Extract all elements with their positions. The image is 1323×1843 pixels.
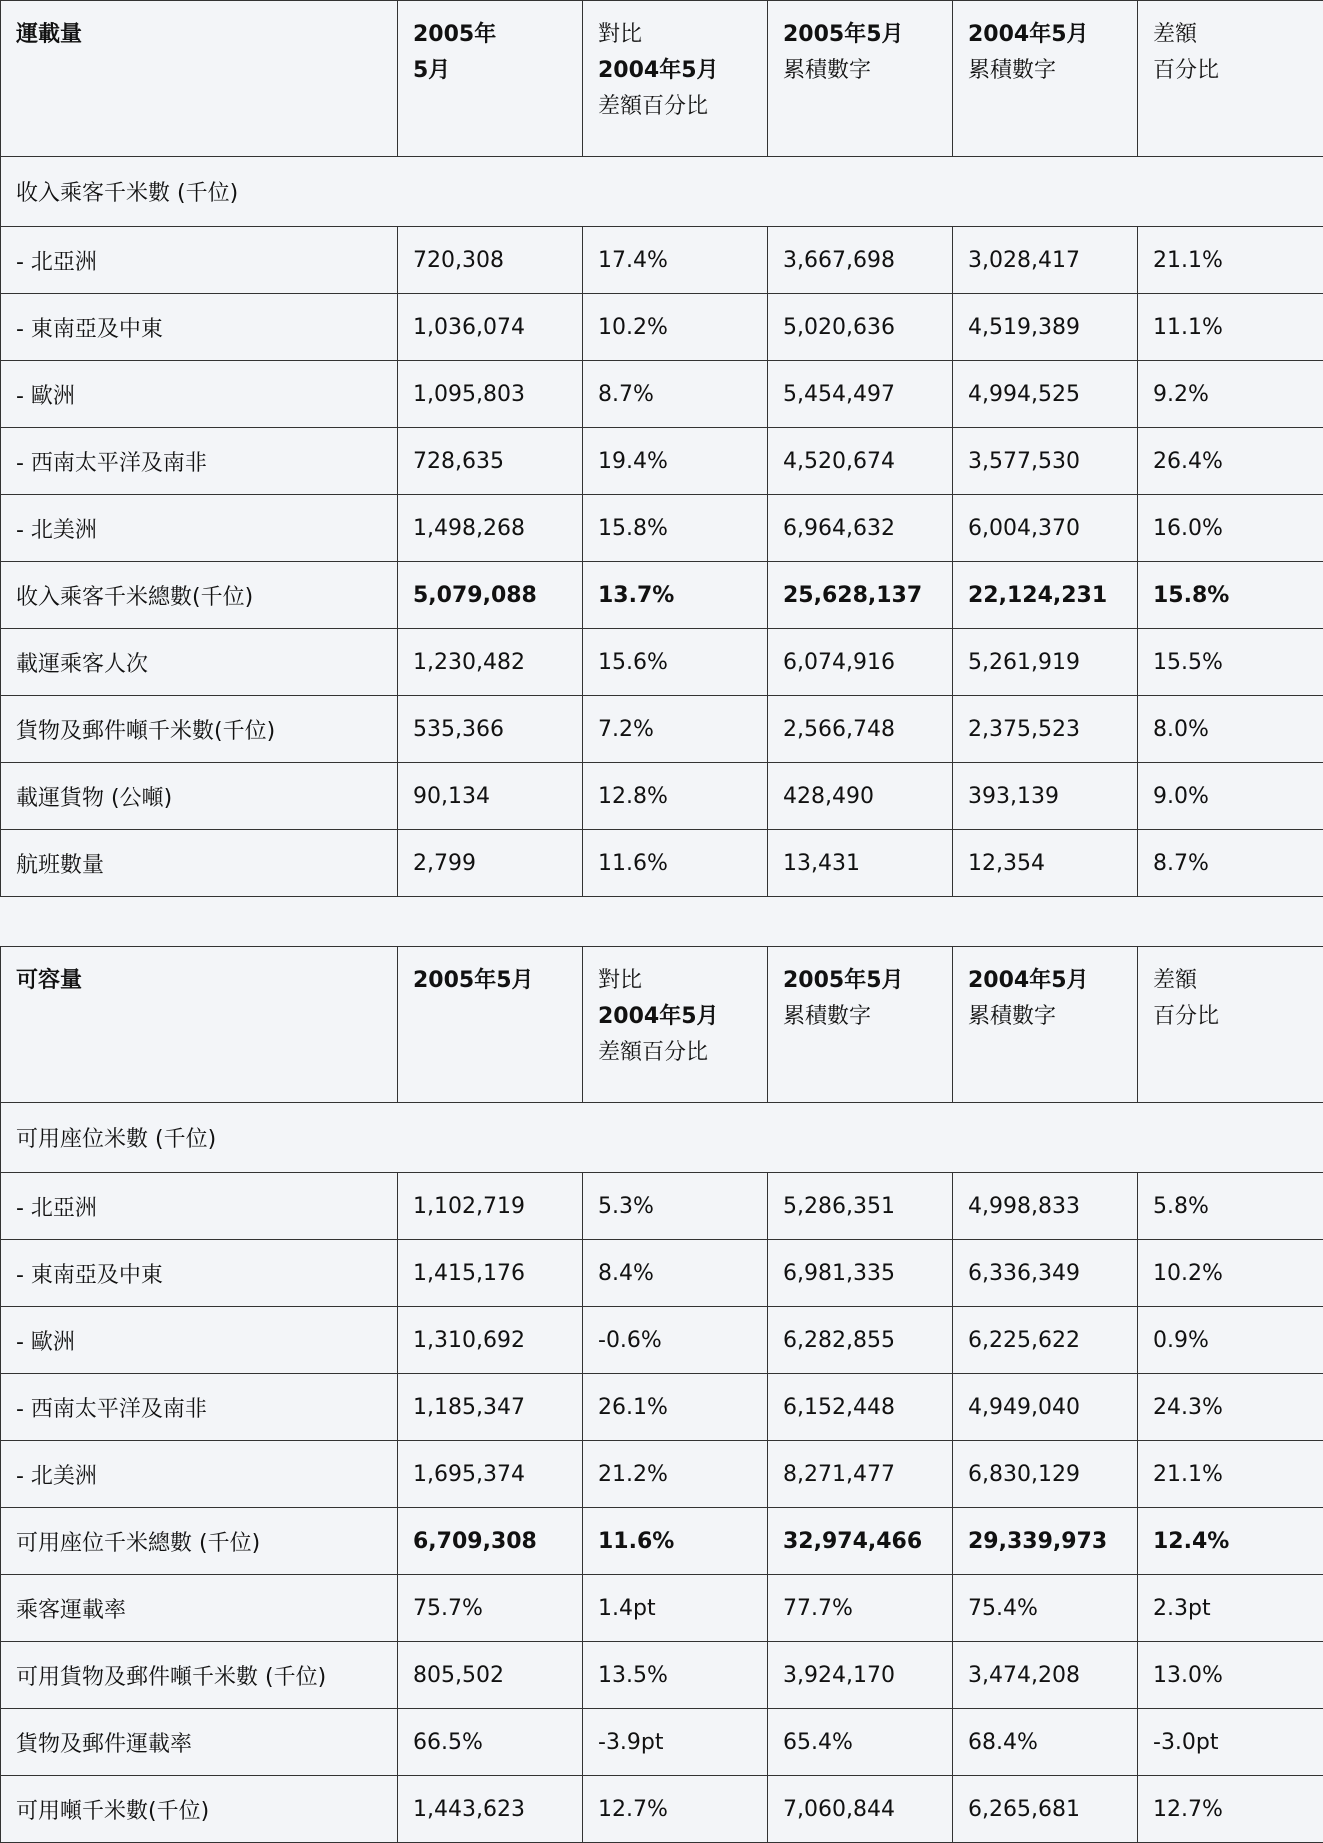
value-cell: 10.2% [583,294,768,361]
value-cell: 6,074,916 [768,629,953,696]
value-cell: 66.5% [398,1709,583,1776]
value-cell: 728,635 [398,428,583,495]
row-label: - 西南太平洋及南非 [1,1374,398,1441]
value-cell: 5,261,919 [953,629,1138,696]
table-row [1,428,1323,495]
value-cell: 15.6% [583,629,768,696]
table-row [1,696,1323,763]
header-cell [398,1,583,157]
header-line: 百分比 [1153,999,1308,1035]
value-cell: -3.0pt [1138,1709,1323,1776]
traffic-table [0,0,1323,897]
header-line: 差額百分比 [598,89,752,125]
value-cell: 10.2% [1138,1240,1323,1307]
header-cell [1,947,398,1103]
table-row [1,495,1323,562]
value-cell: 65.4% [768,1709,953,1776]
table-row [1,1173,1323,1240]
value-cell: 2.3pt [1138,1575,1323,1642]
value-cell: 3,028,417 [953,227,1138,294]
header-line: 累積數字 [968,53,1122,89]
table-row [1,1307,1323,1374]
value-cell: 15.8% [1138,562,1323,629]
header-line: 累積數字 [968,999,1122,1035]
row-label: - 東南亞及中東 [1,1240,398,1307]
table-row [1,1374,1323,1441]
value-cell: 1,498,268 [398,495,583,562]
value-cell: 16.0% [1138,495,1323,562]
table-row [1,227,1323,294]
header-cell [1,1,398,157]
value-cell: 1,095,803 [398,361,583,428]
row-label: - 北美洲 [1,1441,398,1508]
row-label: - 東南亞及中東 [1,294,398,361]
value-cell: 75.7% [398,1575,583,1642]
value-cell: 428,490 [768,763,953,830]
value-cell: 3,924,170 [768,1642,953,1709]
table-row [1,1642,1323,1709]
value-cell: 8.7% [1138,830,1323,897]
value-cell: 8,271,477 [768,1441,953,1508]
row-label: 可用座位千米總數 (千位) [1,1508,398,1575]
header-line: 累積數字 [783,999,937,1035]
header-line: 2005年5月 [413,963,567,999]
value-cell: 13.0% [1138,1642,1323,1709]
value-cell: 12,354 [953,830,1138,897]
value-cell: 90,134 [398,763,583,830]
value-cell: 393,139 [953,763,1138,830]
value-cell: 13.7% [583,562,768,629]
value-cell: 5,079,088 [398,562,583,629]
row-label: 貨物及郵件噸千米數(千位) [1,696,398,763]
value-cell: 6,225,622 [953,1307,1138,1374]
table-row [1,1441,1323,1508]
value-cell: 805,502 [398,1642,583,1709]
section-label: 可用座位米數 (千位) [1,1103,1323,1173]
value-cell: 12.7% [583,1776,768,1843]
header-row [1,947,1323,1103]
value-cell: 77.7% [768,1575,953,1642]
header-cell [953,947,1138,1103]
value-cell: 1,443,623 [398,1776,583,1843]
value-cell: 11.6% [583,830,768,897]
header-cell [583,947,768,1103]
header-cell [1138,1,1323,157]
row-label: - 北美洲 [1,495,398,562]
value-cell: 1,230,482 [398,629,583,696]
header-line: 2004年5月 [598,999,752,1035]
value-cell: 0.9% [1138,1307,1323,1374]
value-cell: 8.4% [583,1240,768,1307]
value-cell: 8.7% [583,361,768,428]
value-cell: 26.1% [583,1374,768,1441]
table-row [1,763,1323,830]
value-cell: 1,310,692 [398,1307,583,1374]
header-row [1,1,1323,157]
header-line: 百分比 [1153,53,1308,89]
header-line: 運載量 [16,17,382,53]
header-line: 2005年5月 [783,17,937,53]
value-cell: 5.3% [583,1173,768,1240]
row-label: - 西南太平洋及南非 [1,428,398,495]
value-cell: 13.5% [583,1642,768,1709]
table-row [1,1776,1323,1843]
value-cell: 9.2% [1138,361,1323,428]
row-label: 可用貨物及郵件噸千米數 (千位) [1,1642,398,1709]
value-cell: 3,577,530 [953,428,1138,495]
value-cell: 535,366 [398,696,583,763]
total-row [1,562,1323,629]
value-cell: 5,454,497 [768,361,953,428]
row-label: 載運貨物 (公噸) [1,763,398,830]
value-cell: 3,667,698 [768,227,953,294]
value-cell: 7.2% [583,696,768,763]
header-line: 差額 [1153,17,1308,53]
value-cell: 2,566,748 [768,696,953,763]
value-cell: 25,628,137 [768,562,953,629]
value-cell: 3,474,208 [953,1642,1138,1709]
table-row [1,1240,1323,1307]
value-cell: 7,060,844 [768,1776,953,1843]
value-cell: 29,339,973 [953,1508,1138,1575]
section-label: 收入乘客千米數 (千位) [1,157,1323,227]
value-cell: 6,152,448 [768,1374,953,1441]
header-cell [953,1,1138,157]
row-label: - 歐洲 [1,1307,398,1374]
value-cell: 4,949,040 [953,1374,1138,1441]
header-line: 對比 [598,17,752,53]
value-cell: 5.8% [1138,1173,1323,1240]
value-cell: 68.4% [953,1709,1138,1776]
value-cell: 1.4pt [583,1575,768,1642]
capacity-table [0,946,1323,1843]
header-line: 2004年5月 [598,53,752,89]
value-cell: 2,799 [398,830,583,897]
value-cell: 720,308 [398,227,583,294]
value-cell: 6,964,632 [768,495,953,562]
value-cell: 21.1% [1138,227,1323,294]
value-cell: 6,709,308 [398,1508,583,1575]
value-cell: 6,282,855 [768,1307,953,1374]
value-cell: 6,981,335 [768,1240,953,1307]
value-cell: 24.3% [1138,1374,1323,1441]
header-line: 5月 [413,53,567,89]
value-cell: 5,020,636 [768,294,953,361]
value-cell: 6,004,370 [953,495,1138,562]
row-label: 航班數量 [1,830,398,897]
value-cell: 4,994,525 [953,361,1138,428]
value-cell: 12.8% [583,763,768,830]
row-label: 乘客運載率 [1,1575,398,1642]
value-cell: 9.0% [1138,763,1323,830]
value-cell: 15.5% [1138,629,1323,696]
table-row [1,361,1323,428]
row-label: - 北亞洲 [1,1173,398,1240]
value-cell: 1,185,347 [398,1374,583,1441]
header-cell [398,947,583,1103]
value-cell: 6,265,681 [953,1776,1138,1843]
value-cell: 75.4% [953,1575,1138,1642]
value-cell: 32,974,466 [768,1508,953,1575]
header-line: 可容量 [16,963,382,999]
value-cell: 8.0% [1138,696,1323,763]
table-row [1,1709,1323,1776]
row-label: 貨物及郵件運載率 [1,1709,398,1776]
total-row [1,1508,1323,1575]
value-cell: 2,375,523 [953,696,1138,763]
header-cell [1138,947,1323,1103]
value-cell: 1,102,719 [398,1173,583,1240]
header-line: 2005年5月 [783,963,937,999]
value-cell: 6,830,129 [953,1441,1138,1508]
value-cell: 6,336,349 [953,1240,1138,1307]
header-line: 累積數字 [783,53,937,89]
value-cell: 1,415,176 [398,1240,583,1307]
table-row [1,830,1323,897]
table-row [1,294,1323,361]
value-cell: 12.7% [1138,1776,1323,1843]
row-label: 載運乘客人次 [1,629,398,696]
header-cell [583,1,768,157]
header-line: 對比 [598,963,752,999]
row-label: - 歐洲 [1,361,398,428]
header-line: 差額 [1153,963,1308,999]
header-cell [768,1,953,157]
header-line: 2005年 [413,17,567,53]
value-cell: 11.1% [1138,294,1323,361]
row-label: - 北亞洲 [1,227,398,294]
table-row [1,629,1323,696]
header-cell [768,947,953,1103]
value-cell: 11.6% [583,1508,768,1575]
value-cell: 19.4% [583,428,768,495]
value-cell: 1,695,374 [398,1441,583,1508]
header-line: 2004年5月 [968,963,1122,999]
value-cell: 21.1% [1138,1441,1323,1508]
row-label: 可用噸千米數(千位) [1,1776,398,1843]
value-cell: -0.6% [583,1307,768,1374]
value-cell: 21.2% [583,1441,768,1508]
value-cell: 1,036,074 [398,294,583,361]
value-cell: 15.8% [583,495,768,562]
value-cell: 22,124,231 [953,562,1138,629]
value-cell: 4,998,833 [953,1173,1138,1240]
section-row [1,157,1323,227]
value-cell: 5,286,351 [768,1173,953,1240]
value-cell: 4,520,674 [768,428,953,495]
value-cell: 26.4% [1138,428,1323,495]
value-cell: -3.9pt [583,1709,768,1776]
value-cell: 17.4% [583,227,768,294]
row-label: 收入乘客千米總數(千位) [1,562,398,629]
header-line: 2004年5月 [968,17,1122,53]
value-cell: 13,431 [768,830,953,897]
table-row [1,1575,1323,1642]
value-cell: 4,519,389 [953,294,1138,361]
header-line: 差額百分比 [598,1035,752,1071]
value-cell: 12.4% [1138,1508,1323,1575]
section-row [1,1103,1323,1173]
